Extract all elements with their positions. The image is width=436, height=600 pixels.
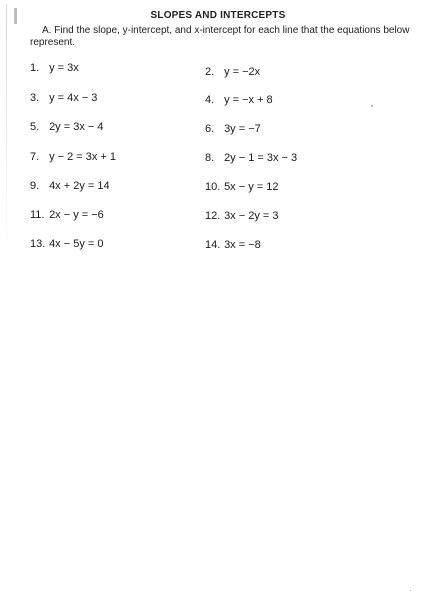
problem-equation: y = 3x bbox=[49, 62, 79, 74]
problem-equation: 3x − 2y = 3 bbox=[224, 210, 279, 222]
problem-number: 1. bbox=[30, 62, 40, 74]
problem-number: 4. bbox=[205, 94, 215, 106]
problem-item bbox=[30, 151, 116, 163]
problem-number: 8. bbox=[205, 152, 215, 164]
instructions bbox=[30, 25, 410, 49]
problem-number: 11. bbox=[30, 209, 45, 221]
problem-equation: y = 4x − 3 bbox=[49, 92, 98, 104]
problem-equation: 5x − y = 12 bbox=[224, 181, 279, 193]
problem-item bbox=[205, 152, 297, 164]
problem-item bbox=[205, 123, 261, 135]
worksheet-title: SLOPES AND INTERCEPTS bbox=[150, 10, 286, 21]
problem-number: 12. bbox=[205, 210, 221, 222]
problem-item bbox=[205, 94, 273, 106]
problem-equation: 2y = 3x − 4 bbox=[49, 121, 104, 133]
problem-item bbox=[205, 181, 279, 193]
problem-number: 2. bbox=[205, 66, 215, 78]
problem-equation: 2x − y = −6 bbox=[49, 209, 104, 221]
problem-number: 13. bbox=[30, 238, 46, 250]
problem-list bbox=[0, 62, 436, 262]
problem-item bbox=[205, 239, 261, 251]
instructions-label: A. bbox=[42, 25, 52, 36]
problem-item bbox=[30, 92, 97, 104]
instructions-text: Find the slope, y-intercept, and x-intercept for each line that the equations below represent. bbox=[30, 25, 410, 48]
problem-item bbox=[30, 209, 104, 221]
problem-equation: 3x = −8 bbox=[224, 239, 261, 251]
problem-number: 6. bbox=[205, 123, 215, 135]
problem-item bbox=[205, 66, 260, 78]
problem-item bbox=[205, 210, 279, 222]
problem-item bbox=[30, 180, 110, 192]
problem-number: 3. bbox=[30, 92, 40, 104]
problem-equation: y = −2x bbox=[224, 66, 261, 78]
scan-speck bbox=[410, 590, 411, 591]
problem-number: 9. bbox=[30, 180, 40, 192]
problem-number: 7. bbox=[30, 151, 40, 163]
problem-equation: 3y = −7 bbox=[224, 123, 261, 135]
problem-item bbox=[30, 62, 79, 74]
problem-item bbox=[30, 121, 104, 133]
problem-equation: y = −x + 8 bbox=[224, 94, 273, 106]
scan-speck bbox=[371, 105, 373, 107]
problem-equation: 4x − 5y = 0 bbox=[49, 238, 104, 250]
problem-number: 5. bbox=[30, 121, 40, 133]
problem-equation: 4x + 2y = 14 bbox=[49, 180, 110, 192]
problem-number: 10. bbox=[205, 181, 221, 193]
problem-equation: 2y − 1 = 3x − 3 bbox=[224, 152, 298, 164]
problem-equation: y − 2 = 3x + 1 bbox=[49, 151, 117, 163]
problem-item bbox=[30, 238, 104, 250]
problem-number: 14. bbox=[205, 239, 221, 251]
